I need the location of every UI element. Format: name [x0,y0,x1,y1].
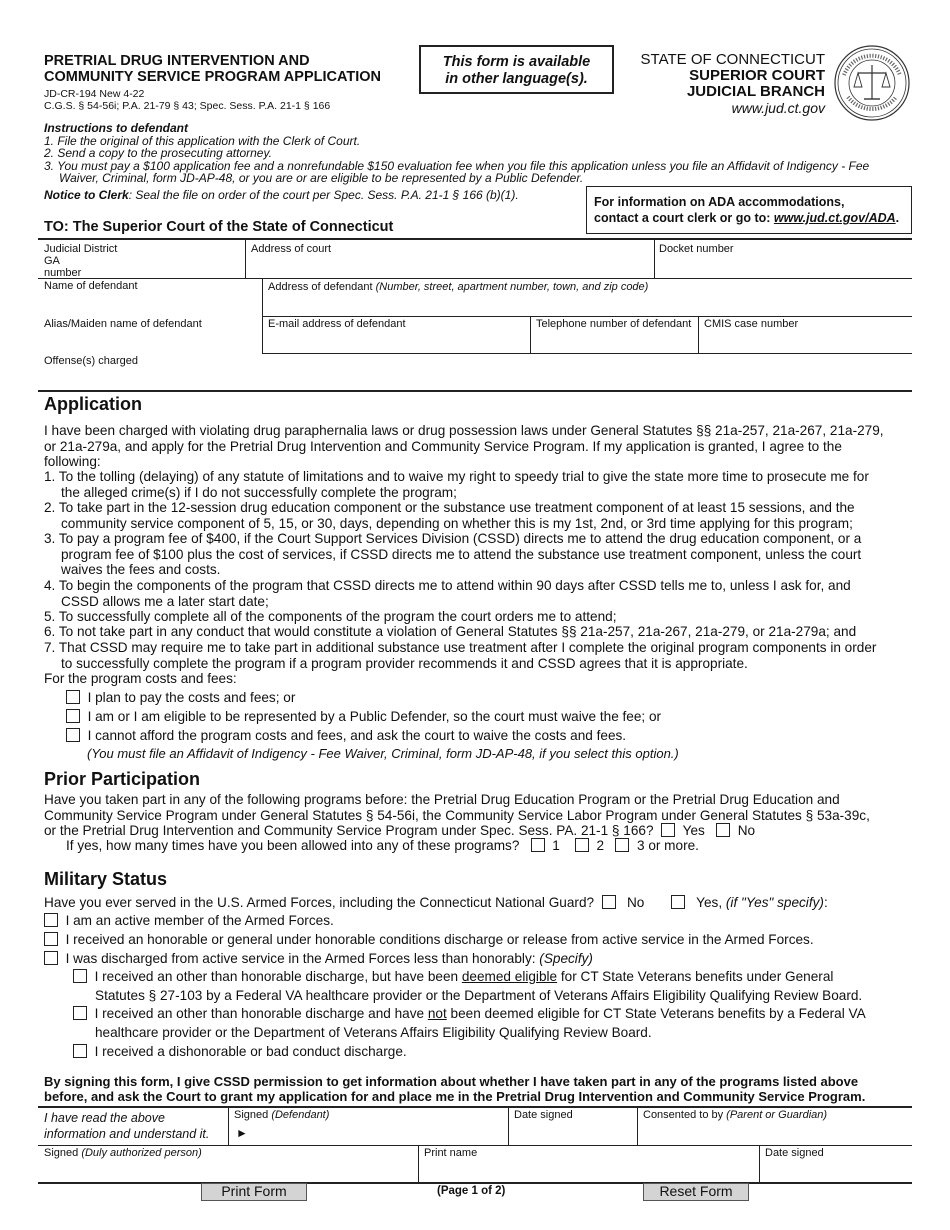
sig-row-divider [38,1145,912,1146]
language-notice-line2: in other language(s). [445,71,588,87]
agreement-item-2-cont: community service component of 5, 15, or 30, days, depending on whether this is my 1st, 2nd, or 3rd time applying for this program; [61,515,853,531]
signed-authorized-label: Signed [44,1147,82,1159]
instructions [44,122,914,185]
docket-number-field[interactable]: Docket number [659,243,734,255]
agreement-item-1 [44,469,916,500]
fee-public-defender-label: I am or I am eligible to be represented by a Public Defender, so the court must waive the fee; or [87,709,662,724]
agreement-item-4-cont: CSSD allows me a later start date; [61,593,269,609]
read-understand-statement [44,1111,209,1142]
grid-vline-1 [245,238,246,278]
page-indicator: (Page 1 of 2) [437,1185,506,1197]
grid-bottom-border [38,390,912,392]
state-name: STATE OF CONNECTICUT [640,51,825,68]
military-no-label: No [626,895,645,910]
agreement-item-2 [44,500,916,531]
military-sub-not-eligible-row[interactable] [73,1006,913,1040]
times-1-checkbox[interactable] [531,838,545,852]
fee-waive-label: I cannot afford the program costs and fees, and ask the court to waive the costs and fees. [87,728,627,743]
grid-vline-5 [698,316,699,353]
agreement-item-6 [44,624,916,640]
military-question: Have you ever served in the U.S. Armed Forces, including the Connecticut National Guard? [44,895,595,910]
sig-vline-1 [228,1106,229,1145]
offenses-charged-field[interactable]: Offense(s) charged [44,355,138,367]
language-notice-box [419,45,614,94]
prior-yes-checkbox[interactable] [661,823,675,837]
military-active-label: I am an active member of the Armed Forces. [65,913,334,928]
prior-participation-heading: Prior Participation [44,769,201,789]
sub-not-eligible-cont: healthcare provider or the Department of Veterans Affairs Eligibility Qualifying Review Board. [95,1024,652,1040]
ada-line1: For information on ADA accommodations, [594,195,845,209]
judicial-district-field[interactable] [44,243,117,279]
prior-line3: or the Pretrial Drug Intervention and Community Service Program under Spec. Sess. PA. 21-1 § 166? [44,823,654,839]
notice-to-clerk [44,188,519,202]
sig-bottom-border [38,1182,912,1184]
agreement-item-3 [44,531,916,578]
authorized-signature-field[interactable] [44,1147,202,1159]
form-title-line1: PRETRIAL DRUG INTERVENTION AND [44,53,310,69]
consented-by-field[interactable] [643,1109,827,1121]
military-honorable-label: I received an honorable or general under honorable conditions discharge or release from active service in the Armed Forces. [65,932,814,947]
prior-participation-question [44,792,916,839]
signed-defendant-hint: (Defendant) [271,1109,330,1121]
prior-times-question: If yes, how many times have you been allowed into any of these programs? [66,838,520,853]
military-sub-eligible-row[interactable] [73,969,913,1003]
prior-no-label: No [737,823,756,839]
military-sub-not-eligible-checkbox[interactable] [73,1006,87,1020]
military-discharged-row[interactable] [44,951,593,967]
instruction-3-cont: Waiver, Criminal, form JD-AP-48, or you are or are eligible to be represented by a Public Defender. [59,171,584,185]
date-signed-2-field[interactable]: Date signed [765,1147,824,1159]
court-header [641,52,825,116]
email-field[interactable]: E-mail address of defendant [268,318,406,330]
military-question-row [44,895,828,911]
agreement-item-6-text: 6. To not take part in any conduct that would constitute a violation of General Statutes §§ 21a-257, 21a-267, 21a-279, or 21a-279a; and [44,624,857,639]
sub-eligible-cont: Statutes § 27-103 by a Federal VA healthcare provider or the Department of Veterans Affairs Eligibility Qualifying Review Board. [95,987,863,1003]
military-honorable-row[interactable] [44,932,814,948]
print-name-field[interactable]: Print name [424,1147,478,1159]
signed-authorized-hint: (Duly authorized person) [81,1147,202,1159]
grid-top-border [38,238,912,240]
grid-vline-2 [654,238,655,278]
sub-eligible-text: I received an other than honorable discharge, but have been [94,969,462,984]
read-line1: I have read the above [44,1111,165,1125]
notice-text: : Seal the file on order of the court per Spec. Sess. P.A. 21-1 § 166 (b)(1). [128,188,519,202]
times-2-checkbox[interactable] [575,838,589,852]
times-1-label: 1 [552,838,560,853]
prior-no-checkbox[interactable] [716,823,730,837]
consent-line2: before, and ask the Court to grant my application for and place me in the Pretrial Drug Intervention and Community Service Program. [44,1089,866,1104]
name-of-defendant-field[interactable]: Name of defendant [44,280,138,292]
ga-label: GA [44,255,60,267]
form-number: JD-CR-194 New 4-22 [44,88,145,100]
sig-vline-3 [637,1106,638,1145]
grid-vline-3 [262,278,263,353]
agreement-item-7-cont: to successfully complete the program if a program provider recommends it and CSSD agrees that it is appropriate. [61,655,748,671]
ada-link[interactable]: www.jud.ct.gov/ADA [773,211,896,225]
military-discharged-checkbox[interactable] [44,951,58,965]
sub-eligible-underlined: deemed eligible [461,969,558,984]
form-title-line2: COMMUNITY SERVICE PROGRAM APPLICATION [44,69,382,85]
instruction-2: 2. Send a copy to the prosecuting attorney. [44,146,272,160]
consent-line1: By signing this form, I give CSSD permission to get information about whether I have taken part in any of the programs listed above [44,1074,859,1089]
address-hint: (Number, street, apartment number, town, and zip code) [375,281,649,293]
fees-intro: For the program costs and fees: [44,671,237,686]
ada-info-box [586,186,912,234]
judicial-seal-icon [834,45,910,121]
telephone-field[interactable]: Telephone number of defendant [536,318,692,330]
number-label: number [44,267,82,279]
fee-option-public-defender[interactable] [66,709,661,725]
language-notice-line1: This form is available [442,54,591,70]
signed-label: Signed [234,1109,272,1121]
fee-option-waive[interactable] [66,728,626,744]
notice-label: Notice to Clerk [44,188,129,202]
agreement-item-4 [44,578,916,609]
agreement-item-3-text: 3. To pay a program fee of $400, if the Court Support Services Division (CSSD) directs me to attend the drug education component, or a [44,531,862,546]
grid-row-divider-1 [38,278,912,279]
military-active-checkbox[interactable] [44,913,58,927]
branch-name: JUDICIAL BRANCH [686,83,825,100]
consented-by-hint: (Parent or Guardian) [726,1109,828,1121]
agreement-item-1-text: 1. To the tolling (delaying) of any statute of limitations and to waive my right to speedy trial to give the state more time to prosecute me for [44,469,869,484]
agreement-item-5 [44,609,916,625]
military-sub-dishonorable-row[interactable] [73,1044,407,1060]
sub-not-eligible-text-post: been deemed eligible for CT State Veterans benefits by a Federal VA [446,1006,866,1021]
agreement-item-7-text: 7. That CSSD may require me to take part in additional substance use treatment after I complete the original program components in order [44,640,877,655]
grid-row-divider-2 [262,316,912,317]
prior-times-row [66,838,699,854]
agreement-item-3-cont: program fee of $100 plus the cost of services, if CSSD directs me to attend the substance use treatment component, unless the court [61,546,862,562]
sub-dishonorable-label: I received a dishonorable or bad conduct discharge. [94,1044,407,1059]
date-signed-field[interactable]: Date signed [514,1109,573,1121]
military-active-row[interactable] [44,913,334,929]
application-intro-line1: I have been charged with violating drug paraphernalia laws or drug possession laws under General Statutes §§ 21a-257, 21a-267, 21a-279, [44,423,884,438]
agreement-item-4-text: 4. To begin the components of the program that CSSD directs me to attend within 90 days after CSSD tells me to, unless I ask for, and [44,578,851,593]
to-court-heading: TO: The Superior Court of the State of Connecticut [44,219,394,235]
application-intro [44,423,916,470]
print-form-button[interactable]: Print Form [201,1183,307,1201]
fee-public-defender-checkbox[interactable] [66,709,80,723]
cmis-case-number-field[interactable]: CMIS case number [704,318,799,330]
fee-waive-note: (You must file an Affidavit of Indigency - Fee Waiver, Criminal, form JD-AP-48, if you select this option.) [87,746,679,761]
sig-top-border [38,1106,912,1108]
fee-pay-checkbox[interactable] [66,690,80,704]
alias-field[interactable]: Alias/Maiden name of defendant [44,318,202,330]
fee-pay-label: I plan to pay the costs and fees; or [87,690,296,705]
sub-eligible-text-post: for CT State Veterans benefits under General [557,969,834,984]
military-yes-hint: (if "Yes" specify) [725,895,824,910]
prior-yes-label: Yes [682,823,705,839]
military-honorable-checkbox[interactable] [44,932,58,946]
military-sub-dishonorable-checkbox[interactable] [73,1044,87,1058]
sub-not-eligible-underlined: not [427,1006,447,1021]
read-line2: information and understand it. [44,1126,210,1141]
ada-period: . [895,211,900,225]
sig-vline-4 [418,1145,419,1182]
agreement-item-2-text: 2. To take part in the 12-session drug education component or the substance use treatment component of at least 15 sessions, and the [44,500,855,515]
instructions-heading: Instructions to defendant [44,121,188,135]
defendant-signature-field[interactable] [234,1109,329,1121]
sig-vline-2 [508,1106,509,1145]
reset-form-button[interactable]: Reset Form [643,1183,749,1201]
fee-option-pay[interactable] [66,690,295,706]
grid-row-divider-3 [262,353,912,354]
times-3-checkbox[interactable] [615,838,629,852]
instruction-3: 3. You must pay a $100 application fee and a nonrefundable $150 evaluation fee when you file this application unless you file an Affidavit of Indigency - Fee [44,158,870,173]
agreement-item-7 [44,640,916,671]
agreement-item-5-text: 5. To successfully complete all of the components of the program the court orders me to attend; [44,609,617,624]
consented-by-label: Consented to by [643,1109,727,1121]
application-intro-line2: or 21a-279a, and apply for the Pretrial Drug Intervention and Community Service Program. If my application is granted, I agree to the [44,438,842,454]
times-3-label: 3 or more. [636,838,699,853]
application-heading: Application [44,394,142,414]
agreement-item-3-cont2: waives the fees and costs. [61,562,221,578]
application-intro-line3: following: [44,454,101,470]
signature-arrow-icon: ► [236,1126,248,1140]
prior-line2: Community Service Program under General Statutes § 54-56i, the Community Service Labor Program under General Statutes § 53a-39c, [44,807,870,823]
address-of-defendant-label: Address of defendant [268,281,373,293]
sig-vline-5 [759,1145,760,1182]
consent-statement [44,1074,916,1104]
military-status-heading: Military Status [44,869,168,889]
military-sub-eligible-checkbox[interactable] [73,969,87,983]
agreement-item-1-cont: the alleged crime(s) if I do not successfully complete the program; [61,484,457,500]
military-no-checkbox[interactable] [602,895,616,909]
statute-reference: C.G.S. § 54-56i; P.A. 21-79 § 43; Spec. Sess. P.A. 21-1 § 166 [44,100,331,112]
grid-vline-4 [530,316,531,353]
address-of-court-field[interactable]: Address of court [251,243,332,255]
sub-not-eligible-text: I received an other than honorable discharge and have [94,1006,428,1021]
website: www.jud.ct.gov [731,100,825,116]
instruction-1: 1. File the original of this application with the Clerk of Court. [44,133,361,148]
times-2-label: 2 [596,838,605,853]
military-yes-label: Yes, [696,895,723,910]
ada-line2: contact a court clerk or go to: [594,211,774,225]
military-specify: (Specify) [539,951,593,966]
military-colon: : [823,895,828,910]
military-discharged-label: I was discharged from active service in the Armed Forces less than honorably: [65,951,540,966]
fee-waive-checkbox[interactable] [66,728,80,742]
form-title [44,53,424,85]
prior-line1: Have you taken part in any of the following programs before: the Pretrial Drug Education Program or the Pretrial Drug Education and [44,792,840,807]
address-of-defendant-field[interactable] [268,281,648,293]
court-name: SUPERIOR COURT [689,67,825,84]
military-yes-checkbox[interactable] [671,895,685,909]
judicial-district-label: Judicial District [44,243,118,255]
